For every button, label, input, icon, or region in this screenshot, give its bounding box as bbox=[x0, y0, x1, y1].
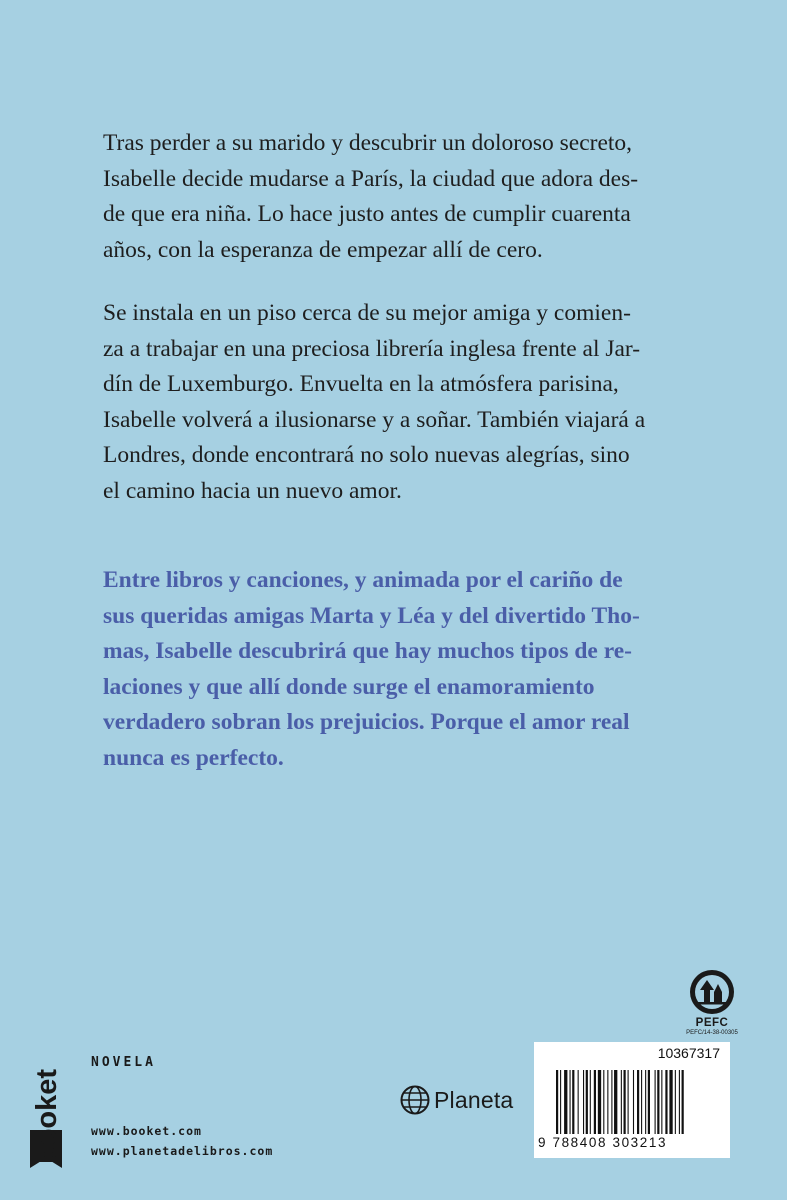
planeta-logo bbox=[400, 1084, 513, 1116]
text-line: el camino hacia un nuevo amor. bbox=[103, 477, 402, 504]
publisher-name: Planeta bbox=[434, 1086, 514, 1113]
blurb-highlight-paragraph bbox=[103, 563, 693, 776]
globe-icon bbox=[400, 1085, 430, 1115]
pefc-tree-icon bbox=[688, 968, 736, 1016]
text-line: Entre libros y canciones, y animada por el cariño de bbox=[103, 567, 623, 593]
text-line: de que era niña. Lo hace justo antes de cumplir cuarenta bbox=[103, 201, 631, 227]
text-line: mas, Isabelle descubrirá que hay muchos tipos de re- bbox=[103, 638, 632, 664]
pefc-label: PEFC bbox=[695, 1017, 729, 1029]
text-line: años, con la esperanza de empezar allí de cero. bbox=[103, 236, 543, 263]
pefc-certification bbox=[684, 968, 740, 1036]
text-line: laciones y que allí donde surge el enamoramiento bbox=[103, 673, 595, 700]
text-line: Londres, donde encontrará no solo nuevas alegrías, sino bbox=[103, 442, 630, 468]
pefc-code: PEFC/14-38-00305 bbox=[686, 1030, 738, 1036]
text-line: Tras perder a su marido y descubrir un doloroso secreto, bbox=[103, 130, 633, 156]
barcode-product-code: 10367317 bbox=[657, 1045, 720, 1061]
website-booket-link[interactable]: www.booket.com bbox=[91, 1124, 202, 1138]
booket-logo-text: booket bbox=[31, 1068, 63, 1164]
barcode-digits: 9 788408 303213 bbox=[538, 1135, 668, 1150]
text-line: Isabelle volverá a ilusionarse y a soñar. También viajará a bbox=[103, 406, 646, 433]
website-planetadelibros-link[interactable]: www.planetadelibros.com bbox=[91, 1144, 274, 1158]
text-line: dín de Luxemburgo. Envuelta en la atmósfera parisina, bbox=[103, 371, 619, 397]
barcode-bars bbox=[556, 1070, 726, 1138]
text-line: za a trabajar en una preciosa librería inglesa frente al Jar- bbox=[103, 335, 641, 362]
text-line: Se instala en un piso cerca de su mejor amiga y comien- bbox=[103, 300, 631, 326]
text-line: Isabelle decide mudarse a París, la ciudad que adora des- bbox=[103, 165, 639, 192]
blurb-paragraph-2 bbox=[103, 296, 693, 509]
genre-label: NOVELA bbox=[91, 1055, 156, 1070]
text-line: verdadero sobran los prejuicios. Porque el amor real bbox=[103, 709, 630, 735]
blurb-paragraph-1 bbox=[103, 126, 693, 268]
text-line: nunca es perfecto. bbox=[103, 744, 284, 771]
text-line: sus queridas amigas Marta y Léa y del divertido Tho- bbox=[103, 602, 640, 629]
booket-logo bbox=[26, 1046, 66, 1168]
barcode bbox=[534, 1042, 730, 1158]
